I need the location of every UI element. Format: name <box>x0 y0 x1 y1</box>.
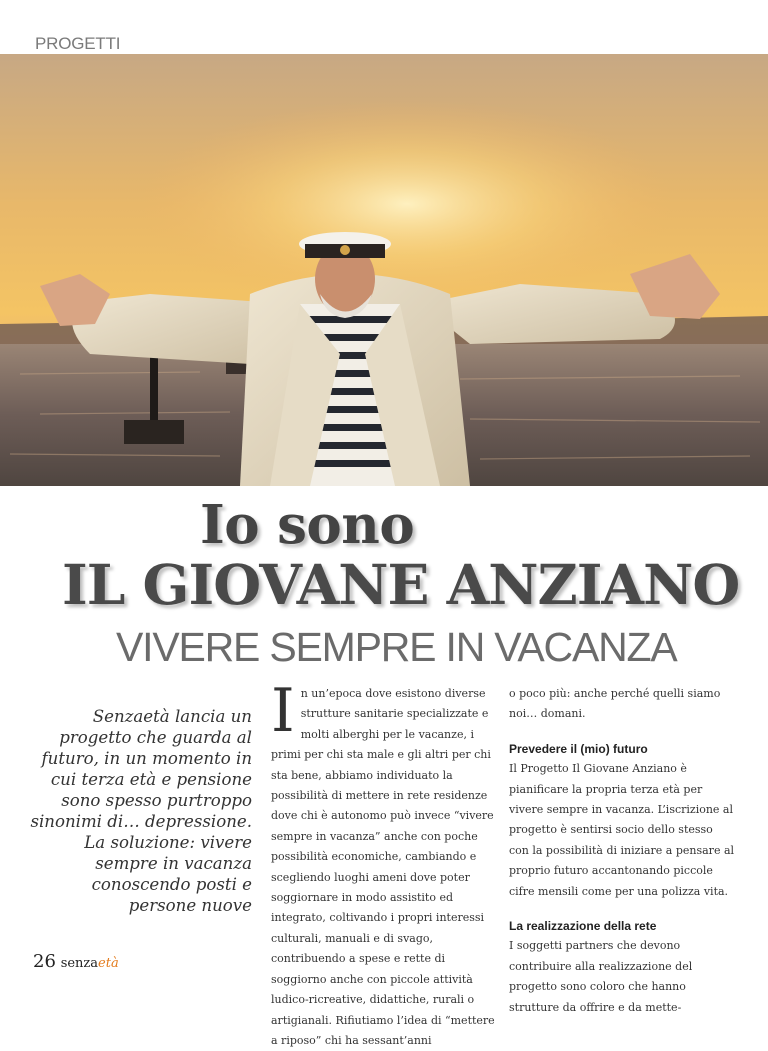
body-paragraph: I soggetti partners che devono contribuire alla realizzazione del progetto sono coloro che hanno strutture da offrire e da mette- <box>509 939 693 1014</box>
sea-photo-icon <box>0 54 768 486</box>
page-footer <box>33 951 119 972</box>
body-paragraph: Il Progetto Il Giovane Anziano è pianificare la propria terza età per vivere sempre in vacanza. L’iscrizione al progetto è sentirsi socio dello stesso con la possibilità di iniziare a pensare al proprio futuro accantonando piccole cifre mensili come per una polizza vita. <box>509 762 735 898</box>
body-column-1 <box>271 676 497 1051</box>
section-heading: Prevedere il (mio) futuro <box>509 741 648 756</box>
body-paragraph: o poco più: anche perché quelli siamo noi… domani. <box>509 687 721 721</box>
article-title-line2: IL GIOVANE ANZIANO <box>62 552 740 617</box>
dropcap: I <box>271 676 295 746</box>
magazine-brand-accent: età <box>98 956 119 971</box>
hero-photo <box>0 54 768 486</box>
page-number: 26 <box>33 951 56 972</box>
magazine-brand: senza <box>60 956 99 971</box>
body-column-2 <box>509 684 735 1018</box>
article-lede: Senzaetà lancia un progetto che guarda al futuro, in un momento in cui terza età e pensione sono spesso purtroppo sinonimi di… depressione. La soluzione: vivere sempre in vacanza conoscendo posti e persone nuove <box>30 707 252 915</box>
body-paragraph: n un’epoca dove esistono diverse strutture sanitarie specializzate e molti alberghi per le vacanze, i primi per chi sta male e gli altri per chi sta bene, abbiamo individuato la possibilità di mettere in rete residenze dove chi è autonomo può invece “vivere sempre in vacanza” anche con poche possibilità economiche, cambiando e scegliendo luoghi ameni dove poter soggiornare in modo assistito ed integrato, coltivando i propri interessi culturali, manuali e di svago, contribuendo a spese e rette di soggiorno anche con piccole attività ludico-ricreative, didattiche, rurali o artigianali. Rifiutiamo l’idea di “mettere a riposo” chi ha sessant’anni <box>271 687 495 1047</box>
section-label: PROGETTI <box>35 34 121 53</box>
article-subtitle: VIVERE SEMPRE IN VACANZA <box>116 624 677 670</box>
article-title-line1: Io sono <box>200 494 415 556</box>
section-heading: La realizzazione della rete <box>509 919 657 934</box>
